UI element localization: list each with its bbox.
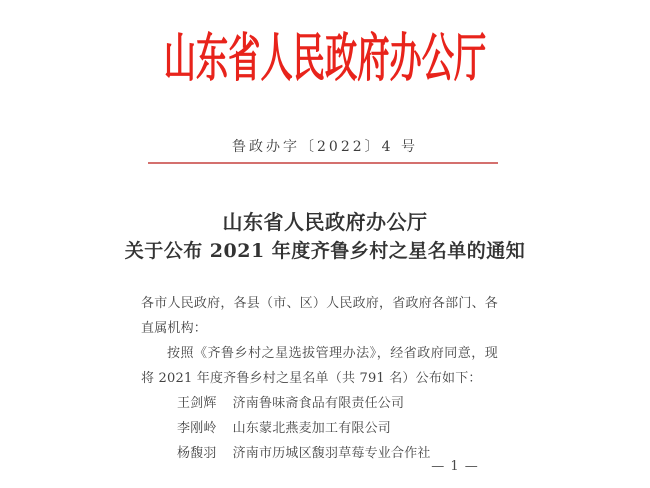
star-organization: 济南鲁味斋食品有限责任公司 [232, 396, 405, 411]
notice-body [141, 291, 498, 466]
document-number: 鲁政办字〔2022〕4 号 [232, 139, 418, 155]
page-number: — 1 — [431, 459, 479, 474]
star-list-item [141, 391, 498, 416]
star-name: 王剑辉 [177, 396, 217, 411]
masthead-title: 山东省人民政府办公厅 [163, 28, 487, 89]
star-organization: 济南市历城区馥羽草莓专业合作社 [232, 446, 431, 461]
red-divider-line [148, 162, 498, 164]
notice-title [0, 207, 650, 266]
star-name: 李刚岭 [177, 421, 217, 436]
notice-title-line1: 山东省人民政府办公厅 [222, 210, 428, 234]
intro-paragraph: 按照《齐鲁乡村之星选拔管理办法》，经省政府同意，现将 2021 年度齐鲁乡村之星名单（共 791 名）公布如下： [141, 346, 498, 386]
notice-title-line2: 关于公布 2021 年度齐鲁乡村之星名单的通知 [124, 240, 526, 262]
star-organization: 山东蒙北燕麦加工有限公司 [232, 421, 392, 436]
star-name: 杨馥羽 [177, 446, 217, 461]
salutation-paragraph: 各市人民政府，各县（市、区）人民政府，省政府各部门、各直属机构： [141, 296, 498, 336]
star-list-item [141, 416, 498, 441]
star-list [141, 391, 498, 466]
